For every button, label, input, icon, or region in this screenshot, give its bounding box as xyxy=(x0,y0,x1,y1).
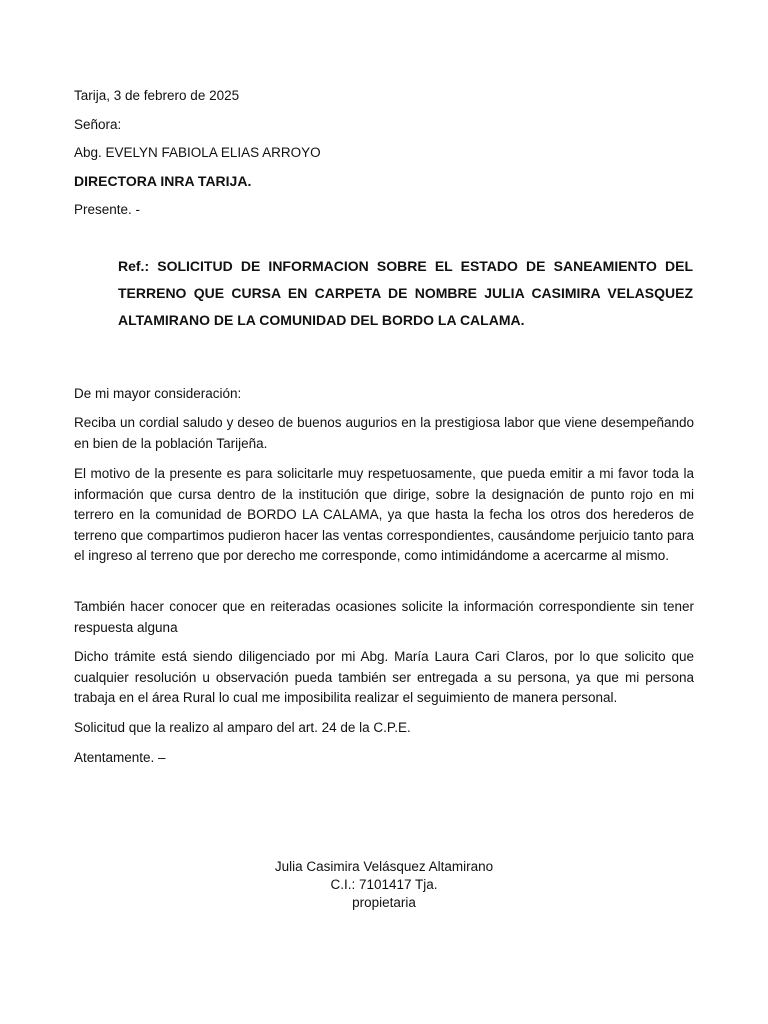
recipient-name: Abg. EVELYN FABIOLA ELIAS ARROYO xyxy=(74,145,321,160)
signature-id: C.I.: 7101417 Tja. xyxy=(330,877,438,892)
presente-line: Presente. - xyxy=(74,202,141,217)
closing: Atentamente. – xyxy=(74,750,166,765)
greeting: De mi mayor consideración: xyxy=(74,386,242,401)
legal-basis: Solicitud que la realizo al amparo del art. 24 de la C.P.E. xyxy=(74,720,411,735)
recipient-title: DIRECTORA INRA TARIJA. xyxy=(74,173,252,189)
signature-name: Julia Casimira Velásquez Altamirano xyxy=(274,859,494,874)
signature-role: propietaria xyxy=(352,895,416,910)
date-line: Tarija, 3 de febrero de 2025 xyxy=(74,88,240,103)
reference-subject: Ref.: SOLICITUD DE INFORMACION SOBRE EL ESTADO DE SANEAMIENTO DEL TERRENO QUE CURSA EN CARPETA DE NOMBRE JULIA CASIMIRA VELASQUEZ ALTAMIRANO DE LA COMUNIDAD DEL BORDO LA CALAMA. xyxy=(118,258,693,328)
body-paragraph-1: Reciba un cordial saludo y deseo de buenos augurios en la prestigiosa labor que viene desempeñando en bien de la población Tarijeña. xyxy=(74,415,694,451)
body-paragraph-4: Dicho trámite está siendo diligenciado por mi Abg. María Laura Cari Claros, por lo que solicito que cualquier resolución u observación pueda también ser entregada a su persona, ya que mi persona trabaja en el área Rural lo cual me imposibilita realizar el seguimiento de manera personal. xyxy=(74,649,694,705)
body-paragraph-2: El motivo de la presente es para solicitarle muy respetuosamente, que pueda emitir a mi favor toda la información que cursa dentro de la institución que dirige, sobre la designación de punto rojo en mi terrero en la comunidad de BORDO LA CALAMA, ya que hasta la fecha los otros dos herederos de terreno que compartimos pudieron hacer las ventas correspondientes, causándome perjuicio tanto para el ingreso al terreno que por derecho me corresponde, como intimidándome a acercarme al mismo. xyxy=(74,466,694,563)
salutation: Señora: xyxy=(74,117,122,132)
body-paragraph-3: También hacer conocer que en reiteradas ocasiones solicite la información correspondiente sin tener respuesta alguna xyxy=(74,599,694,635)
